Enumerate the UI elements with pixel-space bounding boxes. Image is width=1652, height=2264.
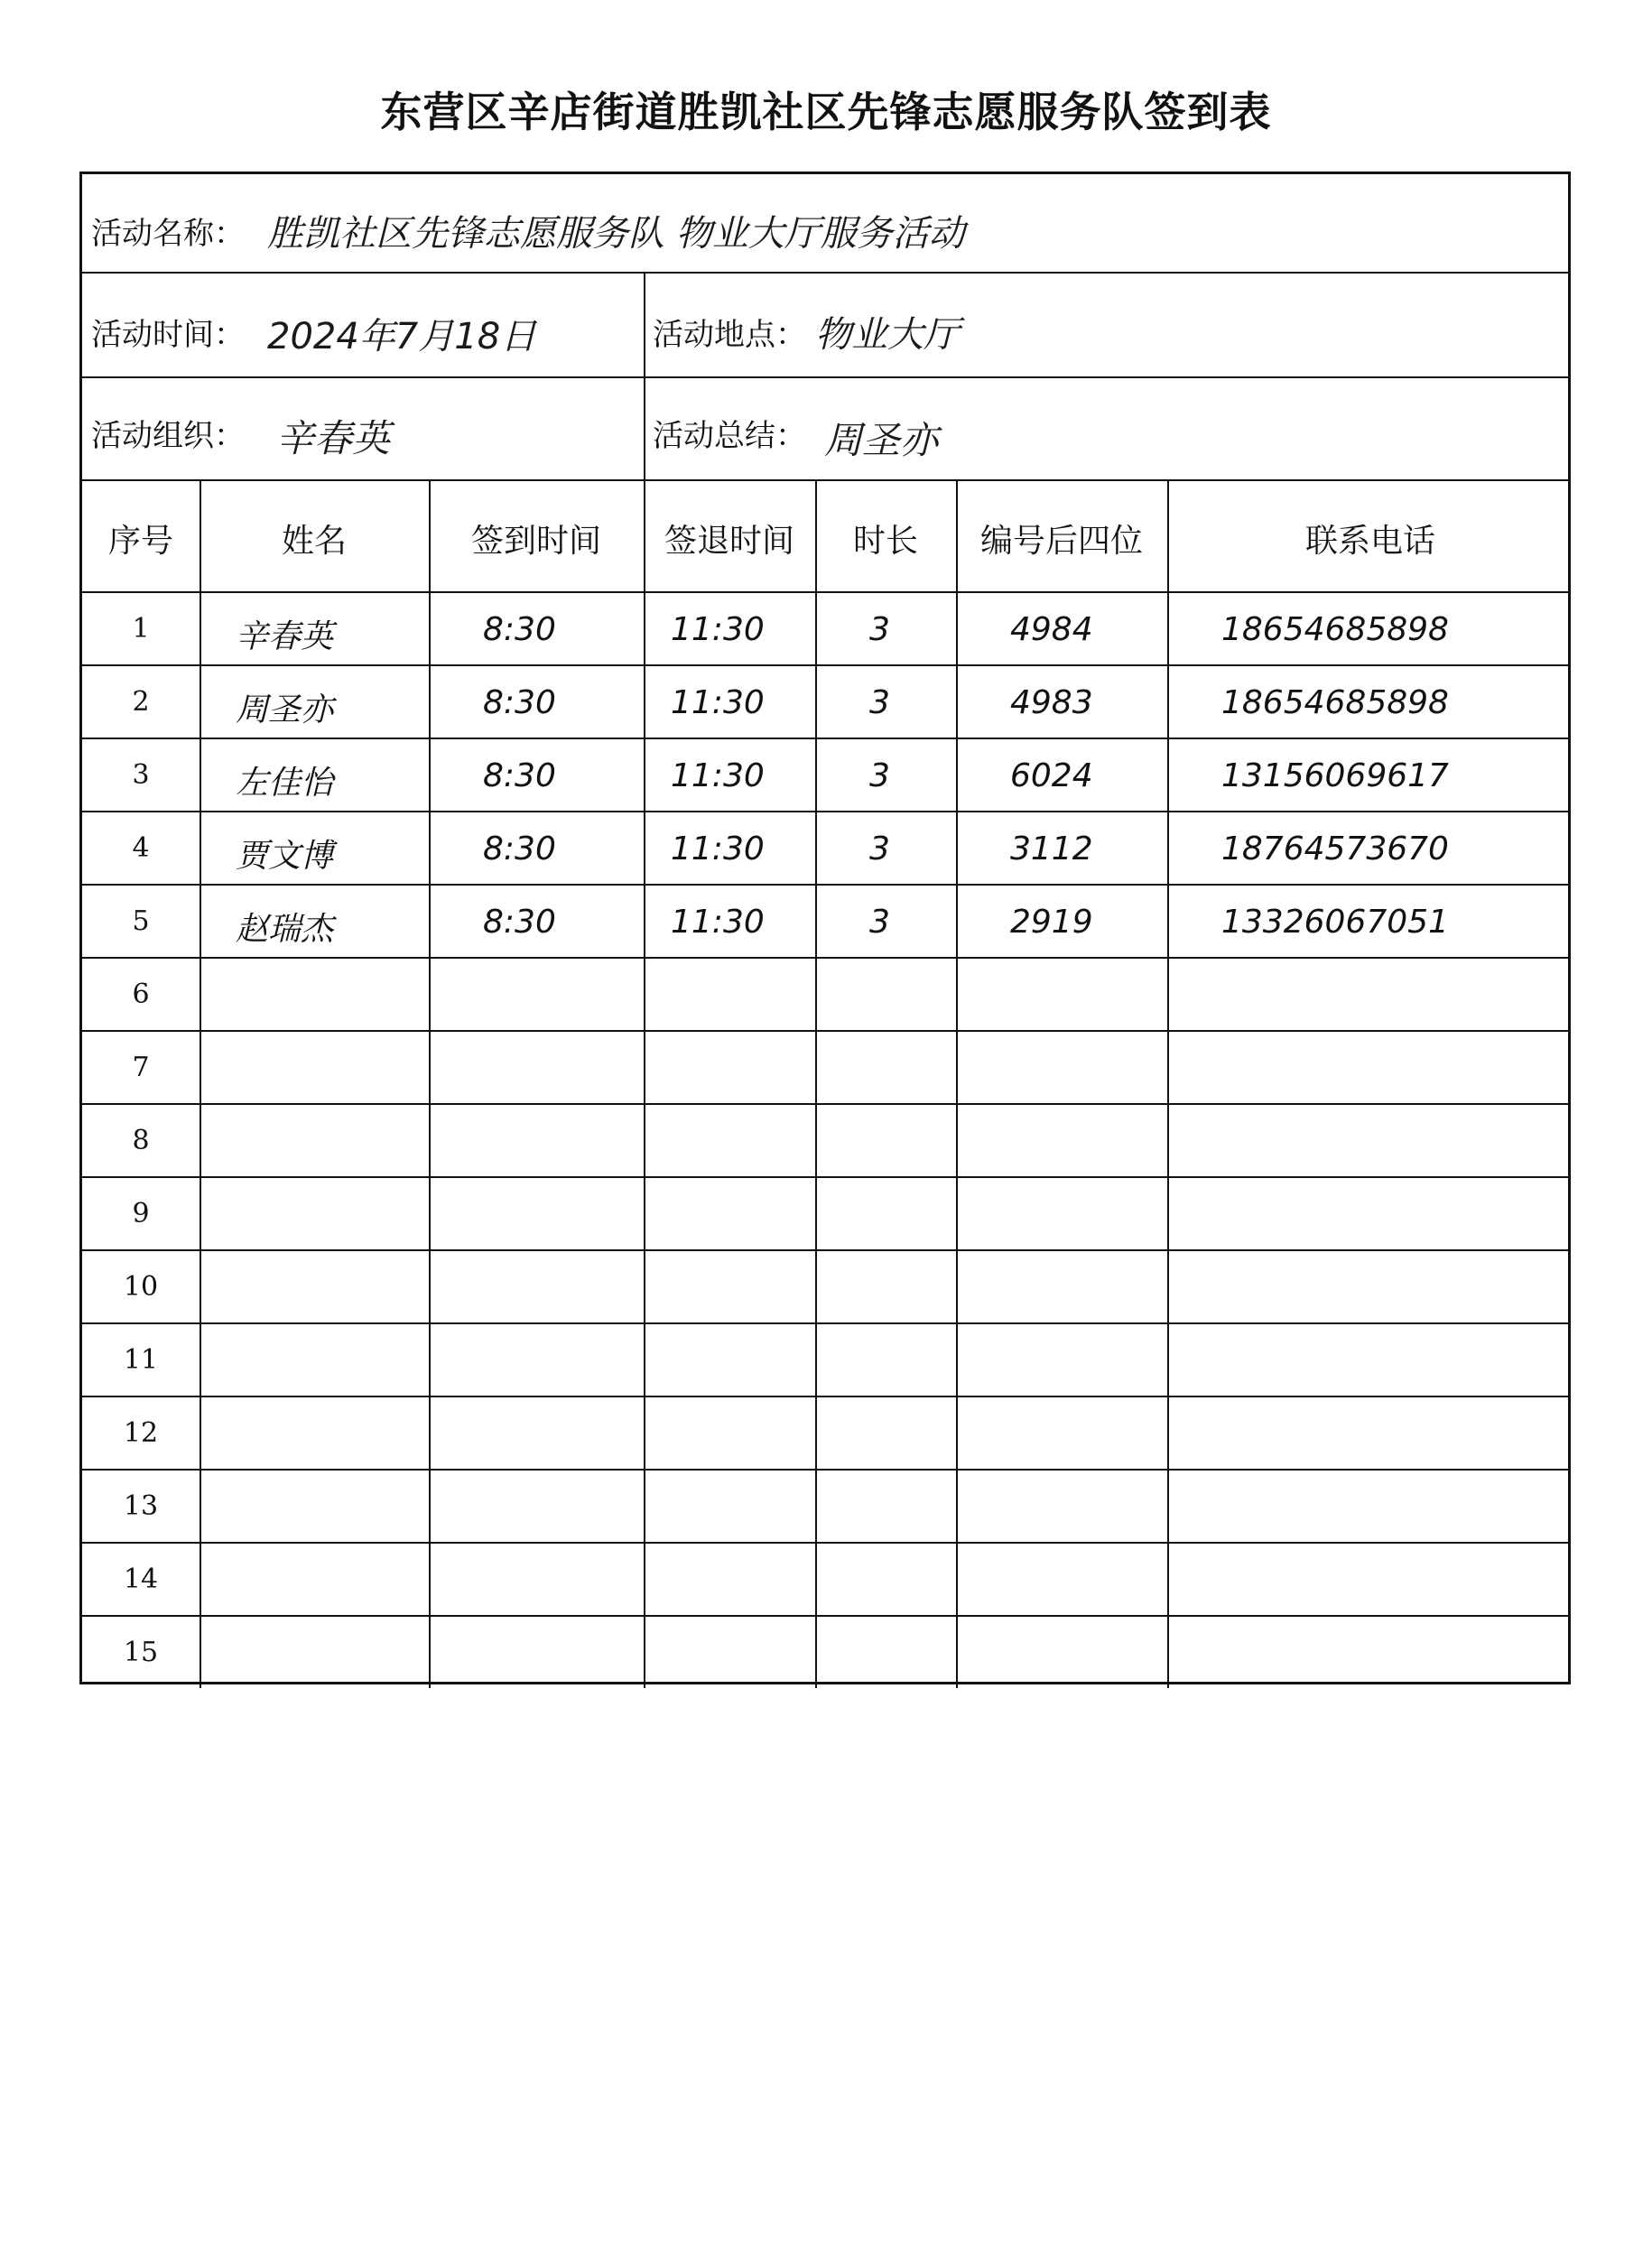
activity-org-label: 活动组织： — [91, 418, 245, 454]
cell-name: 赵瑞杰 — [236, 911, 334, 948]
divider — [82, 272, 1568, 274]
cell-duration: 3 — [869, 611, 890, 648]
column-divider — [644, 479, 645, 1688]
cell-sign-out: 11:30 — [671, 830, 765, 868]
activity-place-label: 活动地点： — [653, 317, 806, 353]
row-number: 1 — [132, 613, 150, 645]
cell-sign-out: 11:30 — [671, 757, 765, 794]
cell-phone: 18654685898 — [1221, 684, 1449, 721]
row-divider — [82, 1176, 1568, 1178]
activity-time-label: 活动时间： — [91, 317, 245, 353]
cell-id-last4: 2919 — [1010, 904, 1093, 941]
cell-id-last4: 3112 — [1010, 830, 1093, 868]
row-divider — [82, 1103, 1568, 1105]
row-divider — [82, 957, 1568, 959]
header-phone: 联系电话 — [1304, 523, 1435, 560]
row-divider — [82, 1249, 1568, 1251]
cell-duration: 3 — [869, 830, 890, 868]
header-name: 姓名 — [281, 523, 347, 560]
row-number: 3 — [132, 759, 150, 791]
row-number: 2 — [132, 686, 150, 718]
row-number: 13 — [123, 1490, 159, 1522]
row-number: 11 — [123, 1344, 159, 1376]
header-duration: 时长 — [852, 523, 918, 560]
row-number: 14 — [123, 1563, 159, 1595]
row-divider — [82, 738, 1568, 739]
page-title: 东营区辛店街道胜凯社区先锋志愿服务队签到表 — [380, 88, 1272, 136]
row-divider — [82, 1469, 1568, 1471]
header-sign-out: 签退时间 — [664, 523, 794, 560]
row-divider — [82, 1542, 1568, 1544]
column-divider — [956, 479, 958, 1688]
activity-name-label: 活动名称： — [91, 216, 245, 252]
row-divider — [82, 1030, 1568, 1032]
column-divider — [429, 479, 431, 1688]
cell-phone: 13326067051 — [1221, 904, 1449, 941]
cell-sign-out: 11:30 — [671, 611, 765, 648]
cell-phone: 18654685898 — [1221, 611, 1449, 648]
cell-duration: 3 — [869, 757, 890, 794]
column-divider — [1167, 479, 1169, 1688]
row-number: 5 — [132, 905, 150, 937]
cell-sign-in: 8:30 — [483, 757, 556, 794]
row-number: 10 — [123, 1271, 159, 1303]
cell-sign-in: 8:30 — [483, 904, 556, 941]
cell-phone: 18764573670 — [1221, 830, 1449, 868]
activity-summary-value: 周圣亦 — [824, 418, 939, 462]
cell-name: 周圣亦 — [236, 691, 334, 728]
cell-phone: 13156069617 — [1221, 757, 1449, 794]
header-sign-in: 签到时间 — [470, 523, 601, 560]
cell-sign-in: 8:30 — [483, 830, 556, 868]
row-number: 15 — [123, 1637, 159, 1668]
cell-name: 左佳怡 — [236, 765, 334, 802]
activity-time-value: 2024年7月18日 — [267, 316, 537, 357]
divider — [644, 272, 645, 479]
row-divider — [82, 1322, 1568, 1324]
row-divider — [82, 1615, 1568, 1617]
row-number: 4 — [132, 832, 150, 864]
divider — [82, 376, 1568, 378]
cell-id-last4: 4984 — [1010, 611, 1093, 648]
activity-place-value: 物业大厅 — [815, 314, 960, 356]
row-divider — [82, 811, 1568, 812]
activity-org-value: 辛春英 — [276, 416, 391, 460]
cell-id-last4: 4983 — [1010, 684, 1093, 721]
header-no: 序号 — [107, 523, 173, 560]
cell-duration: 3 — [869, 684, 890, 721]
cell-duration: 3 — [869, 904, 890, 941]
row-divider — [82, 1396, 1568, 1397]
column-divider — [815, 479, 817, 1688]
header-id-last4: 编号后四位 — [979, 523, 1143, 560]
row-divider — [82, 664, 1568, 666]
cell-sign-out: 11:30 — [671, 684, 765, 721]
divider — [82, 591, 1568, 593]
cell-sign-in: 8:30 — [483, 611, 556, 648]
cell-name: 贾文博 — [236, 838, 334, 875]
row-number: 9 — [132, 1198, 150, 1229]
row-divider — [82, 884, 1568, 886]
row-number: 7 — [132, 1052, 150, 1083]
activity-name-value: 胜凯社区先锋志愿服务队 物业大厅服务活动 — [267, 213, 965, 255]
sign-in-sheet — [79, 172, 1571, 1684]
row-number: 6 — [132, 979, 150, 1010]
cell-sign-in: 8:30 — [483, 684, 556, 721]
cell-name: 辛春英 — [236, 618, 334, 655]
row-number: 12 — [123, 1417, 159, 1449]
activity-summary-label: 活动总结： — [653, 418, 806, 454]
cell-id-last4: 6024 — [1010, 757, 1093, 794]
cell-sign-out: 11:30 — [671, 904, 765, 941]
column-divider — [200, 479, 201, 1688]
row-number: 8 — [132, 1125, 150, 1156]
divider — [82, 479, 1568, 481]
